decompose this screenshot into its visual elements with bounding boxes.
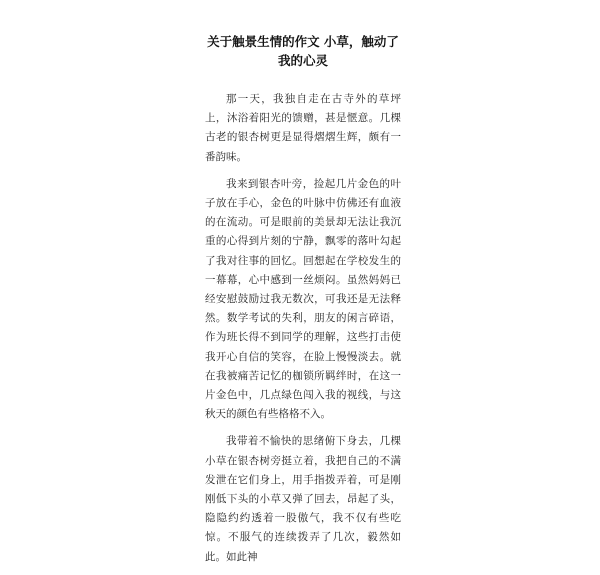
article [205,32,401,575]
paragraph-3: 我带着不愉快的思绪俯下身去，几棵小草在银杏树旁挺立着，我把自己的不满发泄在它们身上，用手指拨弄着，可是刚刚低下头的小草又弹了回去，昂起了头，隐隐约约透着一股傲气，我不仅有些吃惊。不服气的连续拨弄了几次，毅然如此。如此神 [205,435,401,563]
paragraph-1: 那一天，我独自走在古寺外的草坪上，沐浴着阳光的馈赠，甚是惬意。几棵古老的银杏树更是显得熠熠生辉，颇有一番韵味。 [205,93,401,163]
article-body [205,90,401,567]
article-title: 关于触景生情的作文 小草，触动了我的心灵 [207,34,399,68]
paragraph-2: 我来到银杏叶旁，捡起几片金色的叶子放在手心，金色的叶脉中仿佛还有血液的在流动。可是眼前的美景却无法让我沉重的心得到片刻的宁静，飘零的落叶勾起了我对往事的回忆。回想起在学校发生的一幕幕，心中感到一丝烦闷。虽然妈妈已经安慰鼓励过我无数次，可我还是无法释然。数学考试的失利，朋友的闲言碎语，作为班长得不到同学的理解，这些打击使我开心自信的笑容，在脸上慢慢淡去。就在我被痛苦记忆的枷锁所羁绊时，在这一片金色中，几点绿色闯入我的视线，与这秋天的颜色有些格格不入。 [205,177,401,421]
